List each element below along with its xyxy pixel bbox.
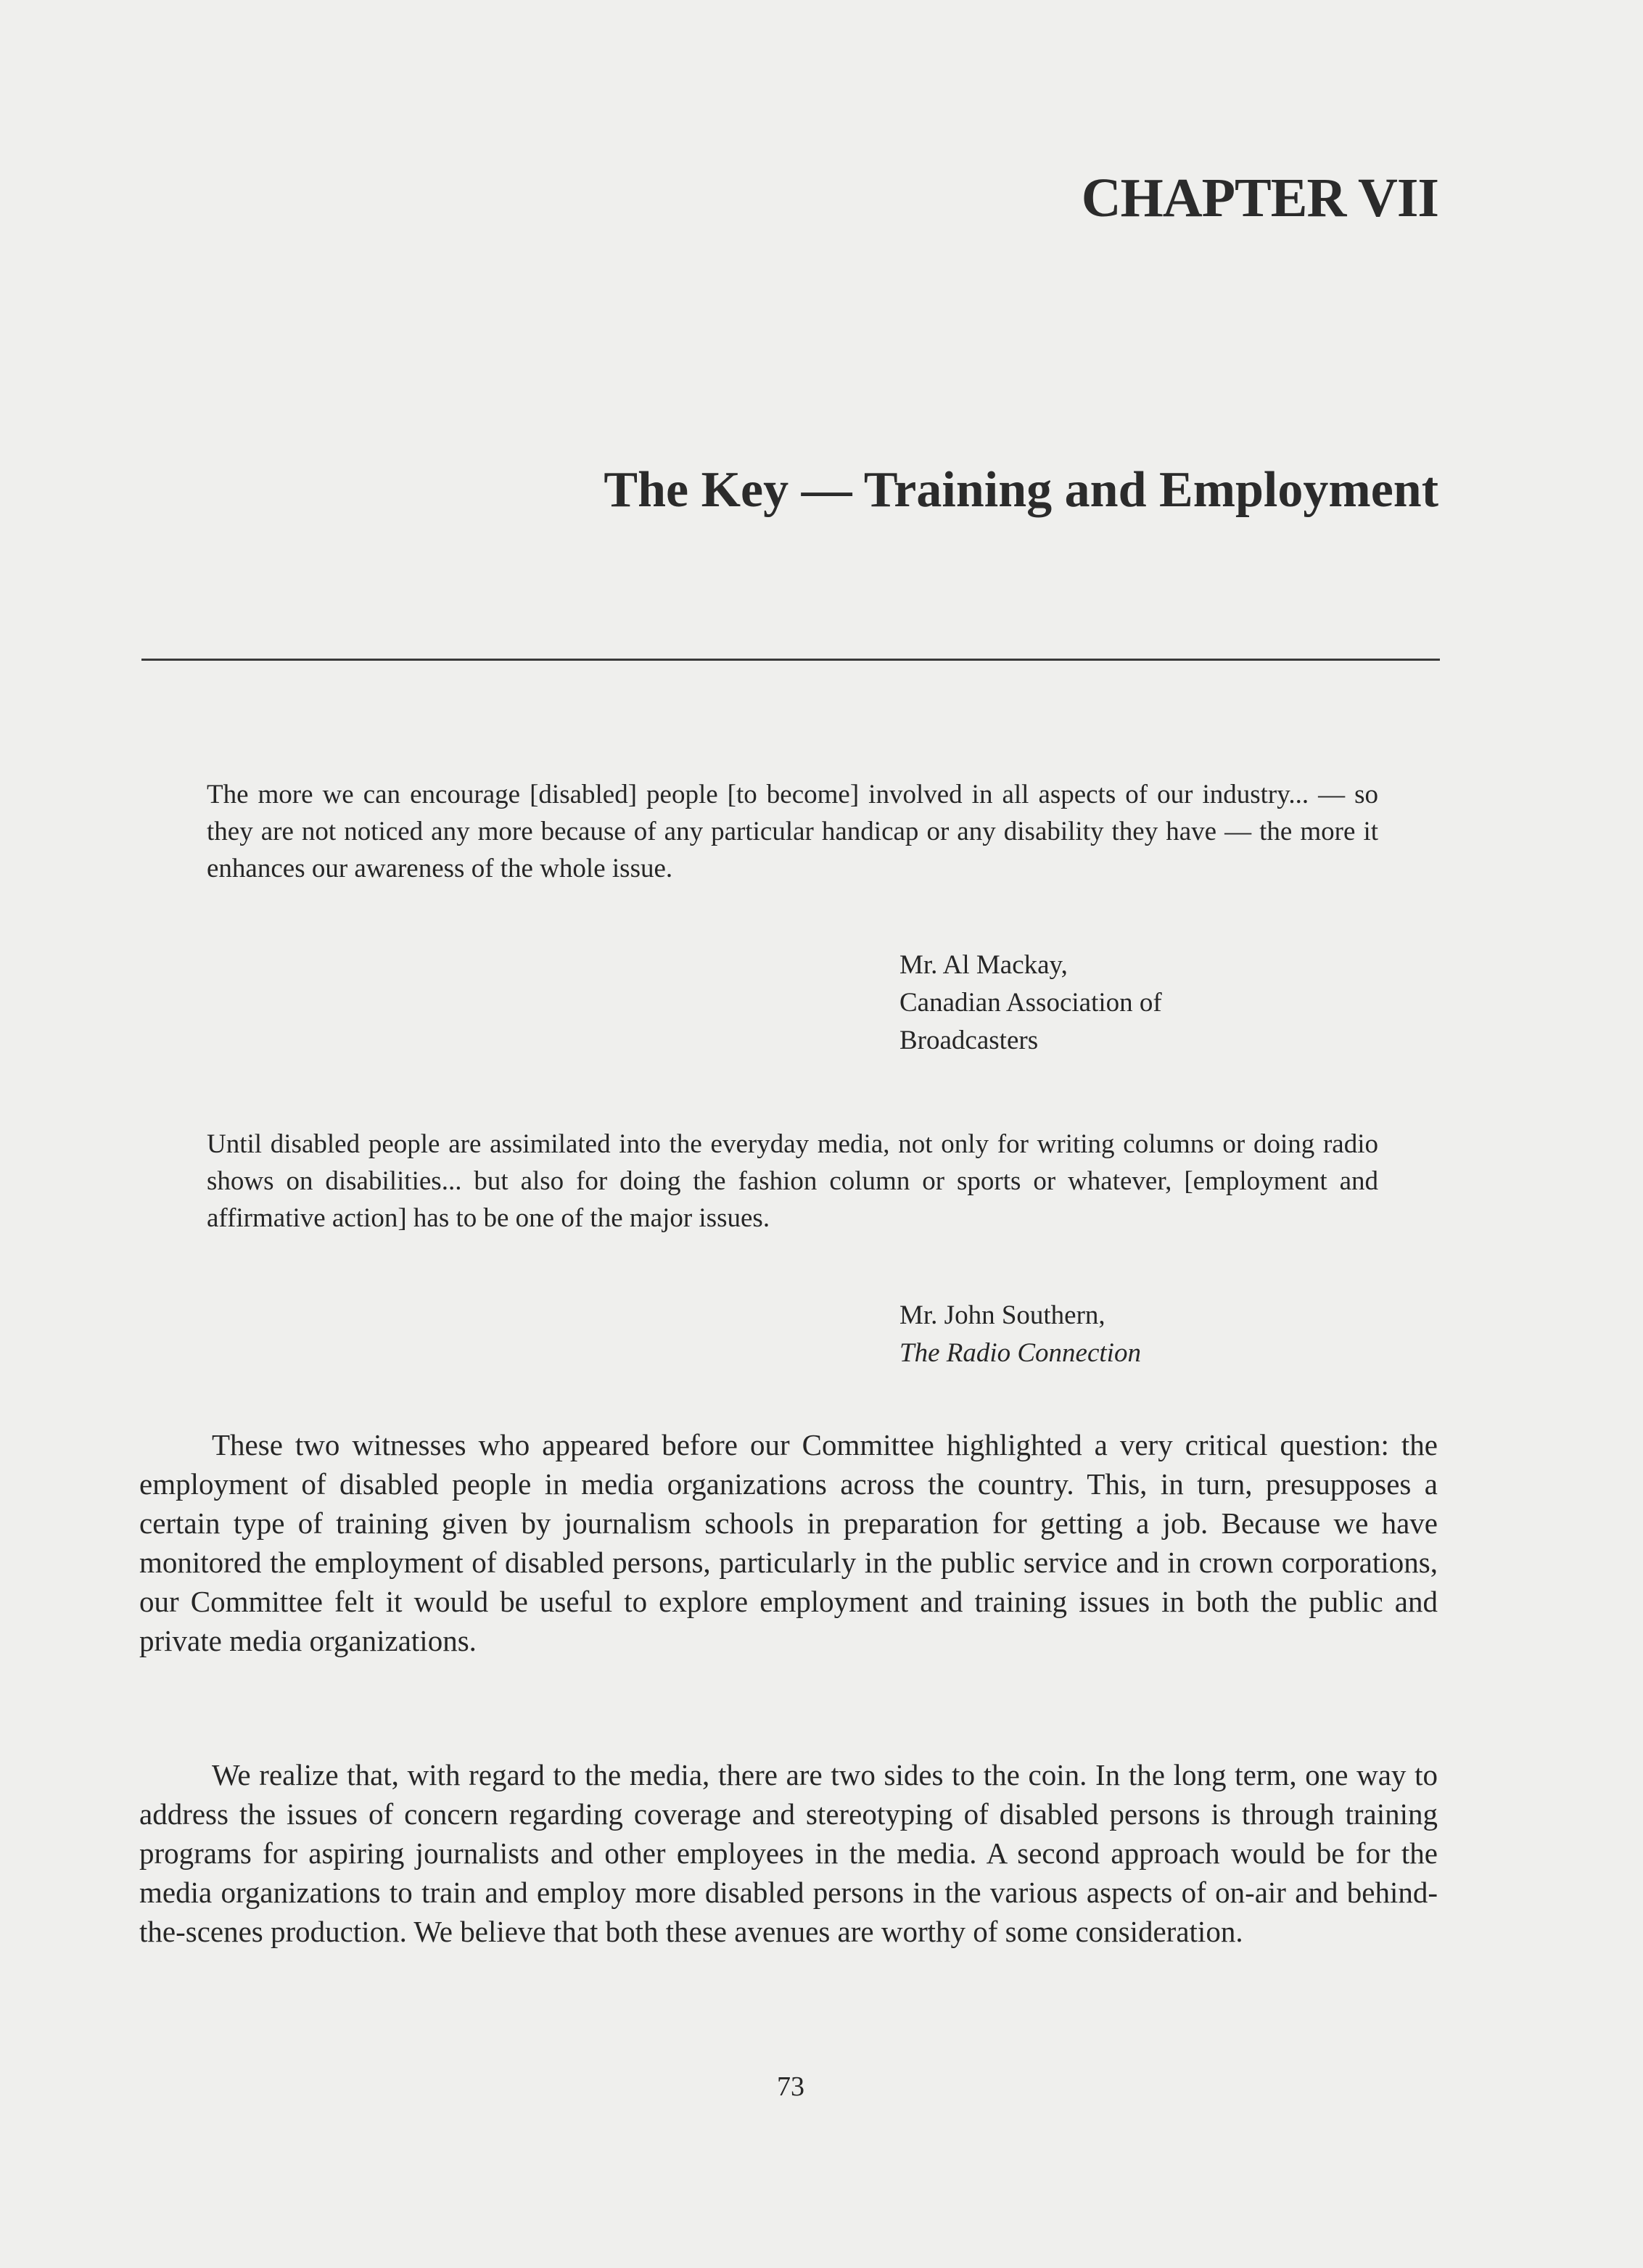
page-number: 73 xyxy=(777,2071,804,2102)
attribution-speaker: Mr. John Southern, xyxy=(899,1300,1105,1330)
epigraph-attribution-1 xyxy=(899,947,1162,1060)
epigraph-quote-2: Until disabled people are assimilated into the everyday media, not only for writing columns or doing radio shows on disabilities... but also for doing the fashion column or sports or whatever, [employment and affirmative action] has to be one of the major issues. xyxy=(207,1129,1378,1233)
chapter-label: CHAPTER VII xyxy=(1081,168,1438,228)
attribution-organization: The Radio Connection xyxy=(899,1338,1141,1368)
body-paragraph-2: We realize that, with regard to the media, there are two sides to the coin. In the long term, one way to address the issues of concern regarding coverage and stereotyping of disabled persons is through training programs for aspiring journalists and other employees in the media. A second approach would be for the media organizations to train and employ more disabled persons in the various aspects of on-air and behind-the-scenes production. We believe that both these avenues are worthy of some consideration. xyxy=(139,1758,1438,1948)
attribution-organization: Canadian Association of xyxy=(899,988,1162,1018)
attribution-organization: Broadcasters xyxy=(899,1026,1039,1055)
epigraph-quote-1: The more we can encourage [disabled] people [to become] involved in all aspects of our industry... — so they are not noticed any more because of any particular handicap or any disability they have — the more it enhances our awareness of the whole issue. xyxy=(207,780,1378,883)
chapter-title: The Key — Training and Employment xyxy=(604,462,1438,518)
body-paragraph-1: These two witnesses who appeared before our Committee highlighted a very critical question: the employment of disabled people in media organizations across the country. This, in turn, presupposes a certain type of training given by journalism schools in preparation for getting a job. Because we have monitored the employment of disabled persons, particularly in the public service and in crown corporations, our Committee felt it would be useful to explore employment and training issues in both the public and private media organizations. xyxy=(139,1428,1438,1657)
attribution-speaker: Mr. Al Mackay, xyxy=(899,950,1068,980)
title-divider xyxy=(141,659,1440,661)
epigraph-attribution-2 xyxy=(899,1297,1141,1372)
